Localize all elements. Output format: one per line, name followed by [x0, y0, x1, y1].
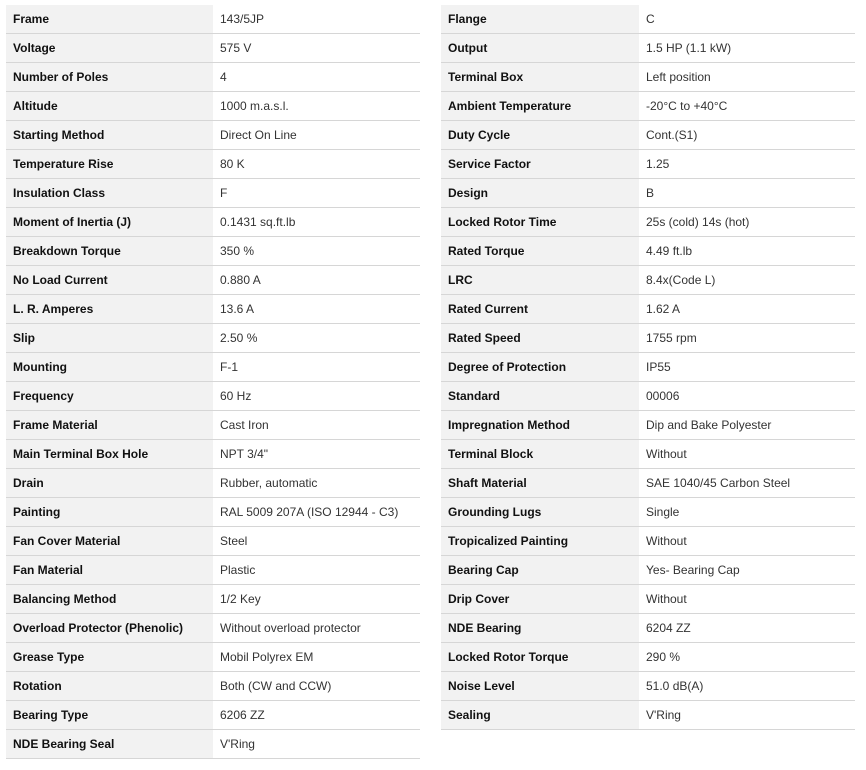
- spec-row: [441, 237, 855, 266]
- spec-value: Without: [639, 440, 855, 469]
- spec-label: Standard: [441, 382, 639, 411]
- spec-value: Without: [639, 585, 855, 614]
- spec-row: [6, 469, 420, 498]
- spec-value: 1/2 Key: [213, 585, 420, 614]
- spec-label: Slip: [6, 324, 213, 353]
- spec-value: 290 %: [639, 643, 855, 672]
- spec-value: Plastic: [213, 556, 420, 585]
- spec-row: [6, 498, 420, 527]
- spec-value: 2.50 %: [213, 324, 420, 353]
- spec-label: Service Factor: [441, 150, 639, 179]
- spec-label: Shaft Material: [441, 469, 639, 498]
- spec-value: 1.62 A: [639, 295, 855, 324]
- spec-label: Rated Speed: [441, 324, 639, 353]
- spec-row: [441, 643, 855, 672]
- spec-value: 13.6 A: [213, 295, 420, 324]
- spec-value: V'Ring: [213, 730, 420, 759]
- spec-label: NDE Bearing Seal: [6, 730, 213, 759]
- spec-row: [441, 672, 855, 701]
- spec-value: 4.49 ft.lb: [639, 237, 855, 266]
- spec-row: [441, 614, 855, 643]
- spec-row: [441, 382, 855, 411]
- spec-row: [441, 150, 855, 179]
- spec-label: Locked Rotor Time: [441, 208, 639, 237]
- spec-label: Overload Protector (Phenolic): [6, 614, 213, 643]
- spec-label: Moment of Inertia (J): [6, 208, 213, 237]
- spec-row: [6, 34, 420, 63]
- spec-row: [441, 208, 855, 237]
- spec-label: Rotation: [6, 672, 213, 701]
- spec-row: [441, 179, 855, 208]
- spec-label: Number of Poles: [6, 63, 213, 92]
- spec-label: Impregnation Method: [441, 411, 639, 440]
- spec-label: Frame: [6, 5, 213, 34]
- spec-row: [441, 527, 855, 556]
- spec-label: LRC: [441, 266, 639, 295]
- spec-row: [6, 382, 420, 411]
- spec-row: [6, 5, 420, 34]
- spec-value: 350 %: [213, 237, 420, 266]
- spec-row: [6, 643, 420, 672]
- spec-row: [441, 701, 855, 730]
- spec-value: C: [639, 5, 855, 34]
- spec-row: [441, 498, 855, 527]
- spec-value: 6206 ZZ: [213, 701, 420, 730]
- spec-label: Voltage: [6, 34, 213, 63]
- spec-label: Painting: [6, 498, 213, 527]
- spec-row: [441, 585, 855, 614]
- spec-row: [6, 150, 420, 179]
- spec-row: [6, 63, 420, 92]
- spec-value: F: [213, 179, 420, 208]
- spec-label: Bearing Cap: [441, 556, 639, 585]
- spec-row: [6, 701, 420, 730]
- spec-label: Altitude: [6, 92, 213, 121]
- spec-value: Single: [639, 498, 855, 527]
- spec-label: Starting Method: [6, 121, 213, 150]
- spec-label: Sealing: [441, 701, 639, 730]
- spec-label: Drip Cover: [441, 585, 639, 614]
- spec-row: [6, 208, 420, 237]
- spec-row: [441, 5, 855, 34]
- spec-label: NDE Bearing: [441, 614, 639, 643]
- spec-value: Mobil Polyrex EM: [213, 643, 420, 672]
- spec-row: [441, 34, 855, 63]
- spec-value: Without overload protector: [213, 614, 420, 643]
- spec-row: [6, 527, 420, 556]
- spec-label: Temperature Rise: [6, 150, 213, 179]
- spec-value: 00006: [639, 382, 855, 411]
- spec-label: Mounting: [6, 353, 213, 382]
- spec-row: [6, 585, 420, 614]
- spec-value: RAL 5009 207A (ISO 12944 - C3): [213, 498, 420, 527]
- spec-label: Rated Torque: [441, 237, 639, 266]
- spec-row: [441, 63, 855, 92]
- spec-value: B: [639, 179, 855, 208]
- spec-label: Noise Level: [441, 672, 639, 701]
- spec-value: Yes- Bearing Cap: [639, 556, 855, 585]
- spec-label: Drain: [6, 469, 213, 498]
- spec-value: -20°C to +40°C: [639, 92, 855, 121]
- spec-label: Insulation Class: [6, 179, 213, 208]
- right-spec-table: [441, 5, 855, 730]
- spec-value: 575 V: [213, 34, 420, 63]
- spec-value: 0.880 A: [213, 266, 420, 295]
- spec-label: Main Terminal Box Hole: [6, 440, 213, 469]
- spec-label: Fan Cover Material: [6, 527, 213, 556]
- spec-value: 4: [213, 63, 420, 92]
- spec-row: [6, 324, 420, 353]
- right-spec-table-body: [441, 5, 855, 730]
- spec-value: 6204 ZZ: [639, 614, 855, 643]
- spec-value: 0.1431 sq.ft.lb: [213, 208, 420, 237]
- spec-label: Rated Current: [441, 295, 639, 324]
- spec-row: [6, 730, 420, 759]
- spec-value: Steel: [213, 527, 420, 556]
- spec-row: [6, 353, 420, 382]
- spec-value: Without: [639, 527, 855, 556]
- spec-value: 60 Hz: [213, 382, 420, 411]
- left-spec-table-body: [6, 5, 420, 759]
- spec-row: [6, 92, 420, 121]
- spec-value: Direct On Line: [213, 121, 420, 150]
- spec-value: NPT 3/4": [213, 440, 420, 469]
- spec-row: [6, 411, 420, 440]
- spec-label: Frequency: [6, 382, 213, 411]
- spec-label: Frame Material: [6, 411, 213, 440]
- spec-label: Bearing Type: [6, 701, 213, 730]
- spec-label: L. R. Amperes: [6, 295, 213, 324]
- spec-row: [6, 295, 420, 324]
- spec-value: 1755 rpm: [639, 324, 855, 353]
- spec-row: [6, 556, 420, 585]
- spec-label: Ambient Temperature: [441, 92, 639, 121]
- spec-value: Both (CW and CCW): [213, 672, 420, 701]
- spec-label: Terminal Box: [441, 63, 639, 92]
- spec-value: F-1: [213, 353, 420, 382]
- spec-label: Tropicalized Painting: [441, 527, 639, 556]
- spec-label: Terminal Block: [441, 440, 639, 469]
- spec-row: [6, 440, 420, 469]
- spec-row: [441, 266, 855, 295]
- spec-row: [441, 92, 855, 121]
- spec-label: Degree of Protection: [441, 353, 639, 382]
- spec-row: [441, 353, 855, 382]
- spec-value: Cont.(S1): [639, 121, 855, 150]
- spec-row: [441, 324, 855, 353]
- spec-row: [6, 121, 420, 150]
- spec-value: 25s (cold) 14s (hot): [639, 208, 855, 237]
- spec-value: 1000 m.a.s.l.: [213, 92, 420, 121]
- spec-label: Balancing Method: [6, 585, 213, 614]
- spec-label: Output: [441, 34, 639, 63]
- spec-row: [6, 237, 420, 266]
- spec-row: [6, 672, 420, 701]
- spec-label: Locked Rotor Torque: [441, 643, 639, 672]
- spec-value: 80 K: [213, 150, 420, 179]
- spec-label: Duty Cycle: [441, 121, 639, 150]
- spec-label: Breakdown Torque: [6, 237, 213, 266]
- spec-row: [6, 614, 420, 643]
- spec-value: 51.0 dB(A): [639, 672, 855, 701]
- spec-label: Grease Type: [6, 643, 213, 672]
- spec-label: Design: [441, 179, 639, 208]
- spec-row: [441, 440, 855, 469]
- spec-value: IP55: [639, 353, 855, 382]
- spec-value: 1.5 HP (1.1 kW): [639, 34, 855, 63]
- spec-label: No Load Current: [6, 266, 213, 295]
- spec-value: V'Ring: [639, 701, 855, 730]
- spec-label: Flange: [441, 5, 639, 34]
- spec-row: [441, 295, 855, 324]
- spec-row: [6, 266, 420, 295]
- spec-row: [441, 556, 855, 585]
- spec-value: 143/5JP: [213, 5, 420, 34]
- spec-value: Left position: [639, 63, 855, 92]
- spec-row: [6, 179, 420, 208]
- spec-value: SAE 1040/45 Carbon Steel: [639, 469, 855, 498]
- spec-row: [441, 469, 855, 498]
- spec-value: 8.4x(Code L): [639, 266, 855, 295]
- left-spec-table: [6, 5, 420, 759]
- spec-value: 1.25: [639, 150, 855, 179]
- spec-value: Rubber, automatic: [213, 469, 420, 498]
- spec-value: Cast Iron: [213, 411, 420, 440]
- spec-label: Grounding Lugs: [441, 498, 639, 527]
- spec-row: [441, 411, 855, 440]
- spec-value: Dip and Bake Polyester: [639, 411, 855, 440]
- spec-row: [441, 121, 855, 150]
- spec-label: Fan Material: [6, 556, 213, 585]
